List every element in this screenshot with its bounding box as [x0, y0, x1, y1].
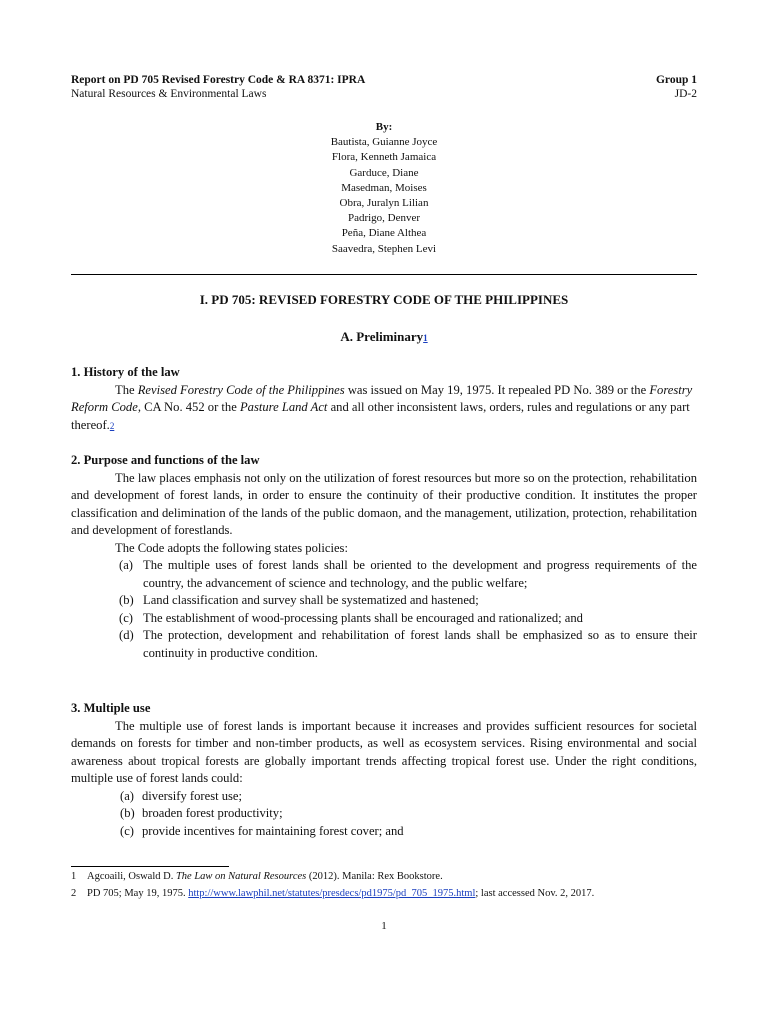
purpose-heading: 2. Purpose and functions of the law: [71, 453, 260, 467]
text-run: and all other inconsistent laws, orders, rules and regulations or any part thereof.: [71, 400, 690, 432]
footnote-text: ; last accessed Nov. 2, 2017.: [475, 888, 595, 899]
benefits-list: [71, 788, 697, 841]
footnote-divider: [71, 866, 229, 867]
list-item: [71, 627, 697, 662]
list-item-text: diversify forest use;: [142, 788, 243, 803]
author-list: [0, 120, 768, 257]
list-marker: (b): [119, 593, 134, 607]
italic-act-name: Pasture Land Act: [239, 400, 328, 414]
list-marker: (a): [120, 788, 134, 803]
text-run: The: [115, 382, 138, 397]
document-title: I. PD 705: REVISED FORESTRY CODE OF THE PHILIPPINES: [199, 292, 569, 307]
italic-code-name: Revised Forestry Code of the Philippines: [137, 382, 345, 397]
author-name: Peña, Diane Althea: [341, 227, 427, 240]
footnotes: [71, 868, 697, 902]
footnote-ref-link[interactable]: 1: [423, 333, 428, 343]
list-item-text: The multiple uses of forest lands shall be oriented to the development and progress requirements of the country, the advancement of science and technology, and the public welfare;: [143, 558, 697, 590]
text-run: was issued on May 19, 1975. It repealed PD No. 389 or the: [344, 382, 650, 397]
by-label: By:: [375, 121, 393, 133]
italic-law-name: Forestry Reform Code: [71, 382, 693, 414]
text-run: , CA No. 452 or the: [137, 400, 240, 414]
list-item: [71, 610, 697, 628]
list-item: [71, 592, 697, 610]
policies-list: [71, 557, 697, 662]
list-marker: (c): [120, 823, 134, 838]
author-name: Flora, Kenneth Jamaica: [331, 151, 437, 164]
footnote-number: 1: [71, 871, 77, 882]
list-item-text: The establishment of wood-processing plants shall be encouraged and rationalized; and: [143, 610, 583, 625]
list-item: [71, 788, 697, 806]
footnote-text: PD 705; May 19, 1975.: [87, 888, 189, 899]
list-marker: (d): [119, 628, 134, 642]
group-label: Group 1: [655, 74, 697, 86]
multiple-use-section: [71, 700, 697, 840]
author-name: Masedman, Moises: [341, 181, 427, 194]
list-marker: (a): [119, 558, 133, 572]
list-item-text: broaden forest productivity;: [142, 806, 283, 820]
history-section: [71, 364, 697, 435]
footnote-text: (2012). Manila: Rex Bookstore.: [306, 871, 443, 882]
list-item: [71, 823, 697, 841]
history-heading: 1. History of the law: [71, 365, 180, 379]
list-item-text: provide incentives for maintaining forest cover; and: [142, 823, 404, 838]
list-item-text: The protection, development and rehabilitation of forest lands shall be emphasized so as to ensure their continuity in productive condition.: [143, 628, 697, 660]
footnote-2: [71, 885, 697, 902]
footnote-1: [71, 868, 697, 885]
multiple-use-heading: 3. Multiple use: [71, 701, 151, 715]
purpose-section: [71, 452, 697, 662]
subject-label: Natural Resources & Environmental Laws: [71, 88, 267, 100]
section-label: JD-2: [674, 88, 697, 100]
policies-intro: The Code adopts the following states policies:: [115, 540, 348, 555]
section-title: [0, 329, 768, 345]
footnote-ref-link[interactable]: 2: [109, 420, 115, 431]
title-divider: [71, 274, 697, 275]
list-item-text: Land classification and survey shall be systematized and hastened;: [143, 593, 479, 607]
author-name: Obra, Juralyn Lilian: [339, 197, 429, 210]
section-title-text: A. Preliminary: [340, 329, 424, 344]
list-marker: (c): [119, 610, 133, 625]
page-number: 1: [381, 920, 387, 932]
footnote-text: Agcoaili, Oswald D.: [87, 871, 176, 882]
source-url-link[interactable]: http://www.lawphil.net/statutes/presdecs/pd1975/pd_705_1975.html: [188, 888, 476, 899]
purpose-paragraph: The law places emphasis not only on the utilization of forest resources but more so on the protection, rehabilitation and development of forest lands, in order to ensure the continuity of their productive condition. It institutes the proper classification and delimination of the lands of the public domaon, and the management, utilization, protection, rehabilitation and development of forestlands.: [71, 470, 697, 537]
multiple-use-paragraph: The multiple use of forest lands is important because it increases and provides sufficient resources for societal demands on forests for timber and non-timber products, as well as ecosystem services. Rising environmental and social awareness about tropical forests are globally important trends affecting tropical forest use. Under the right conditions, multiple use of forest lands could:: [71, 718, 697, 785]
list-marker: (b): [120, 806, 135, 820]
author-name: Padrigo, Denver: [347, 212, 421, 225]
list-item: [71, 805, 697, 823]
history-paragraph: [71, 382, 697, 436]
author-name: Saavedra, Stephen Levi: [331, 242, 437, 255]
footnote-book-title: The Law on Natural Resources: [175, 871, 307, 882]
author-name: Bautista, Guianne Joyce: [330, 136, 438, 149]
footnote-number: 2: [71, 888, 77, 899]
list-item: [71, 557, 697, 592]
author-name: Garduce, Diane: [349, 166, 419, 179]
report-title: Report on PD 705 Revised Forestry Code & RA 8371: IPRA: [71, 74, 366, 86]
